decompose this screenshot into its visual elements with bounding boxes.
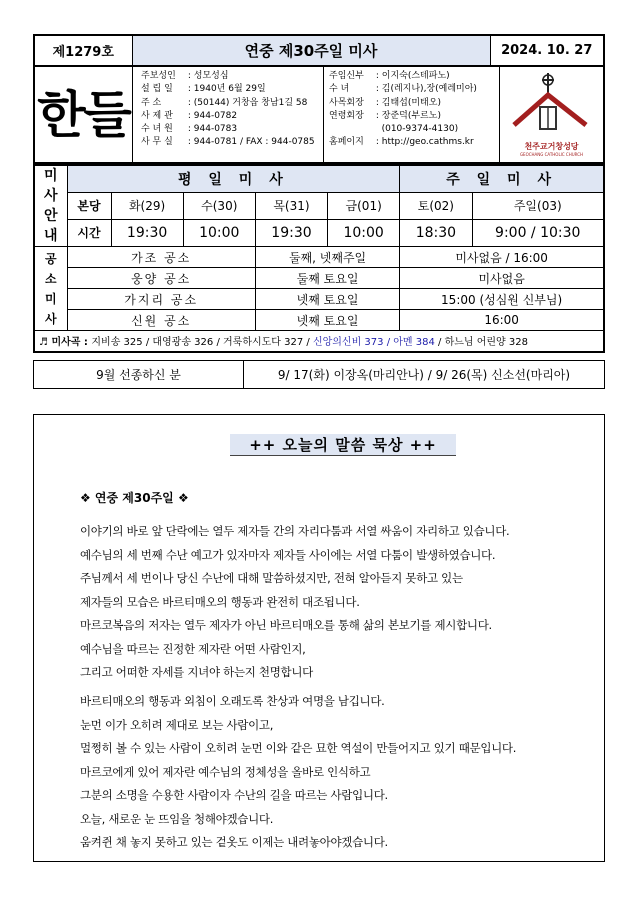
info-row: 수 녀 : 김(레지나),장(예레미아): [329, 84, 477, 95]
info-row: 연령회장 : 장준덕(부르노): [329, 110, 441, 121]
info-row: 주보성인 : 성모성심: [141, 71, 229, 81]
church-logo: [499, 67, 603, 162]
mission-time: 미사없음: [400, 268, 604, 289]
mass-day: 주일(03): [472, 192, 604, 219]
page-title: 연중 제30주일 미사: [132, 35, 490, 66]
mission-place: 가조 공소: [67, 247, 255, 268]
mass-time: 9:00 / 10:30: [472, 219, 604, 246]
mass-side-label: 미 사 안 내: [34, 165, 67, 247]
mission-week: 둘째, 넷째주일: [255, 247, 399, 268]
mission-side-label: 공 소 미 사: [34, 247, 67, 331]
info-block: [33, 67, 605, 164]
mass-time: 10:00: [183, 219, 255, 246]
mass-time: 19:30: [255, 219, 327, 246]
info-row: 홈페이지 : http://geo.cathms.kr: [329, 137, 474, 148]
info-row: 수 녀 원 : 944-0783: [141, 124, 238, 135]
mission-place: 신원 공소: [67, 310, 255, 331]
mission-time: 미사없음 / 16:00: [400, 247, 604, 268]
mission-time: 16:00: [400, 310, 604, 331]
church-info-left: [141, 70, 319, 150]
bulletin-name: 한들: [35, 67, 133, 162]
info-row: 사목회장 : 김태섭(미태오): [329, 97, 441, 108]
hymn-list: ♬ 미사곡 : 지비송 325 / 대영광송 326 / 거룩하시도다 327 / 신앙의신비 373 / 아멘 384 / 하느님 어린양 328: [34, 331, 604, 352]
bulletin-header: [33, 34, 605, 67]
info-row: 사 무 실 : 944-0781 / FAX : 944-0785: [141, 137, 315, 148]
deceased-notice: [33, 360, 605, 389]
mass-time: 18:30: [400, 219, 472, 246]
mass-time: 19:30: [111, 219, 183, 246]
meditation-box: [33, 414, 605, 862]
church-name: 천주교거창성당: [524, 142, 579, 151]
meditation-paragraph-2: 바르티매오의 행동과 외침이 오래도록 찬상과 여명을 남깁니다. 눈먼 이가 오히려 제대로 보는 사람이고, 멀쩡히 볼 수 있는 사람이 오히려 눈먼 이와 같은 묘한 역설이 만들어지고 있기 때문입니다. 마르코에게 있어 제자란 예수님의 정체성을 올바로 인식하고 그분의 소명을 수용한 사람이자 수난의 길을 따르는 사람입니다. 오늘, 새로운 눈 뜨임을 청해야겠습니다. 움켜쥔 채 놓지 못하고 있는 겉옷도 이제는 내려놓아야겠습니다.: [80, 694, 517, 849]
info-row: 사 제 관 : 944-0782: [141, 110, 238, 121]
deceased-names: 9/ 17(화) 이장옥(마리안나) / 9/ 26(목) 신소선(마리아): [244, 361, 605, 389]
mission-week: 둘째 토요일: [255, 268, 399, 289]
meditation-title: ++ 오늘의 말씀 묵상 ++: [230, 434, 456, 456]
deceased-label: 9월 선종하신 분: [34, 361, 244, 389]
mission-time: 15:00 (성심원 신부님): [400, 289, 604, 310]
music-note-icon: ♬ 미사곡 :: [39, 337, 92, 349]
mission-week: 넷째 토요일: [255, 289, 399, 310]
mass-day: 토(02): [400, 192, 472, 219]
church-info-right: [329, 70, 499, 150]
sunday-mass-header: 주 일 미 사: [400, 165, 604, 192]
weekday-mass-header: 평 일 미 사: [67, 165, 400, 192]
info-row: 주임신부 : 이지숙(스테파노): [329, 71, 450, 81]
row-label-day: 본당: [67, 192, 111, 219]
mass-day: 목(31): [255, 192, 327, 219]
info-row: 설 립 일 : 1940년 6월 29일: [141, 84, 266, 95]
mission-place: 가지리 공소: [67, 289, 255, 310]
mass-time: 10:00: [328, 219, 400, 246]
meditation-subtitle: ❖ 연중 제30주일 ❖: [80, 491, 189, 505]
meditation-paragraph-1: 이야기의 바로 앞 단락에는 열두 제자들 간의 자리다툼과 서열 싸움이 자리하고 있습니다. 예수님의 세 번째 수난 예고가 있자마자 제자들 사이에는 서열 다툼이 발생하였습니다. 주님께서 세 번이나 당신 수난에 대해 말씀하셨지만, 전혀 알아듣지 못하고 있는 제자들의 모습은 바르티매오의 행동과 완전히 대조됩니다. 마르코복음의 저자는 열두 제자가 아닌 바르티매오를 통해 삶의 본보기를 제시합니다. 예수님을 따르는 진정한 제자란 어떤 사람인지, 그리고 어떠한 자세를 지녀야 하는지 천명합니다: [80, 524, 510, 679]
row-label-time: 시간: [67, 219, 111, 246]
info-row: 주 소 : (50144) 거창읍 창남1길 58: [141, 97, 308, 108]
issue-date: 2024. 10. 27: [490, 35, 604, 66]
info-row: (010-9374-4130): [381, 124, 459, 135]
issue-number: 제1279호: [34, 35, 132, 66]
church-name-en: GEOCHANG CATHOLIC CHURCH: [519, 152, 584, 157]
mass-day: 수(30): [183, 192, 255, 219]
mission-place: 웅양 공소: [67, 268, 255, 289]
mission-week: 넷째 토요일: [255, 310, 399, 331]
mass-day: 화(29): [111, 192, 183, 219]
mass-schedule-table: [33, 164, 605, 353]
church-building-icon: [500, 67, 604, 139]
mass-day: 금(01): [328, 192, 400, 219]
divider: [323, 67, 324, 162]
